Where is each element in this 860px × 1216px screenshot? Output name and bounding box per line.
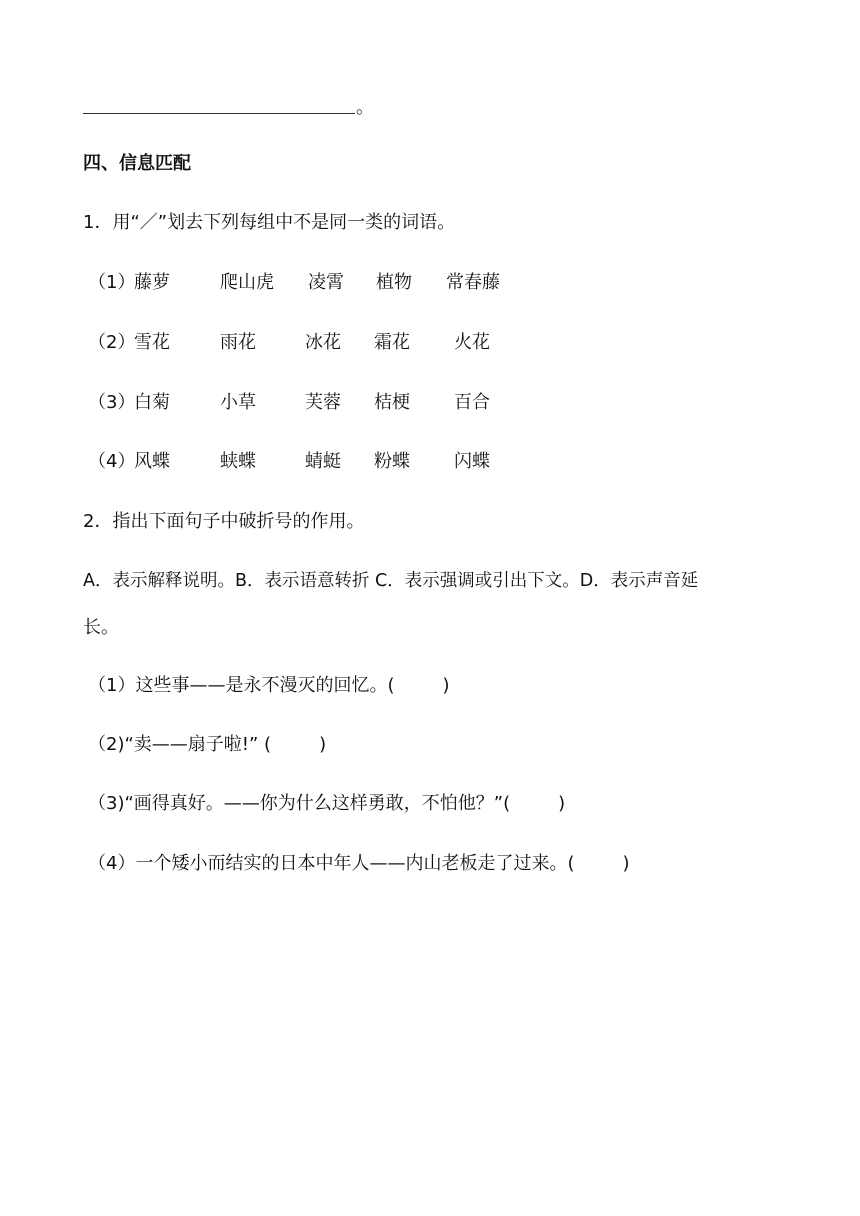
- word-item: 爬山虎: [220, 272, 274, 293]
- word-item: 小草: [220, 392, 256, 413]
- word-item: 藤萝: [134, 272, 170, 293]
- sentence-text: （1）这些事——是永不漫灭的回忆。(: [88, 675, 395, 696]
- word-item: 百合: [454, 392, 490, 413]
- close-paren: ): [558, 793, 566, 814]
- sentence-item-1: [88, 677, 450, 695]
- word-item: 风蝶: [134, 451, 170, 472]
- sentence-item-3: [88, 795, 565, 813]
- sentence-item-4: [88, 855, 630, 873]
- word-item: 雨花: [220, 332, 256, 353]
- word-item: 桔梗: [374, 392, 410, 413]
- close-paren: ): [319, 734, 327, 755]
- word-item: 白菊: [134, 392, 170, 413]
- word-item: 蛱蝶: [220, 451, 256, 472]
- word-item: 闪蝶: [454, 451, 490, 472]
- group-label: （4）: [88, 451, 136, 472]
- sentence-text: （2)“卖——扇子啦!” (: [88, 734, 272, 755]
- answer-blank-line: [83, 113, 355, 114]
- close-paren: ): [442, 675, 450, 696]
- sentence-text: （3)“画得真好。——你为什么这样勇敢，不怕他？”(: [88, 793, 511, 814]
- options-line-2: 长。: [83, 617, 119, 638]
- section-title: 四、信息匹配: [83, 153, 191, 174]
- word-item: 火花: [454, 332, 490, 353]
- word-item: 常春藤: [446, 272, 500, 293]
- question-1-prompt: 1．用“／”划去下列每组中不是同一类的词语。: [83, 212, 456, 233]
- sentence-period: 。: [356, 97, 374, 118]
- word-item: 粉蝶: [374, 451, 410, 472]
- question-2-prompt: 2．指出下面句子中破折号的作用。: [83, 511, 365, 532]
- word-item: 芙蓉: [305, 392, 341, 413]
- word-item: 霜花: [374, 332, 410, 353]
- group-label: （1）: [88, 272, 136, 293]
- word-item: 凌霄: [308, 272, 344, 293]
- word-item: 雪花: [134, 332, 170, 353]
- options-line-1: A．表示解释说明。B．表示语意转折 C．表示强调或引出下文。D．表示声音延: [83, 571, 699, 591]
- close-paren: ): [622, 853, 630, 874]
- word-item: 冰花: [305, 332, 341, 353]
- word-item: 蜻蜓: [305, 451, 341, 472]
- sentence-text: （4）一个矮小而结实的日本中年人——内山老板走了过来。(: [88, 853, 575, 874]
- word-item: 植物: [376, 272, 412, 293]
- group-label: （3）: [88, 392, 136, 413]
- group-label: （2）: [88, 332, 136, 353]
- sentence-item-2: [88, 736, 326, 754]
